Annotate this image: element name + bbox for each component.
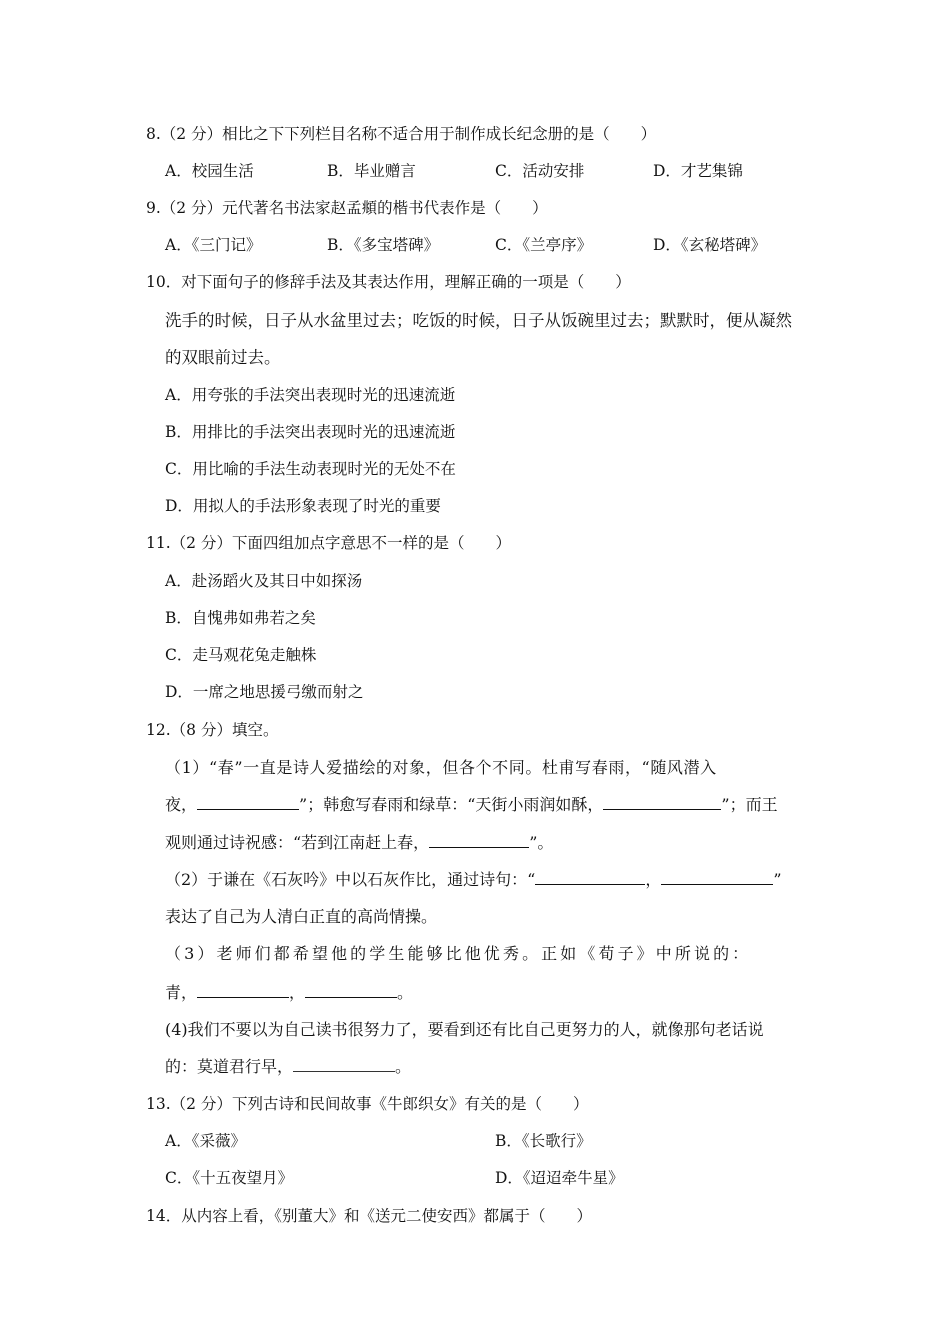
q13-option-a: A．《采薇》 bbox=[165, 1132, 246, 1150]
q12-part3-line1: （3）老师们都希望他的学生能够比他优秀。正如《荀子》中所说的： bbox=[165, 944, 752, 963]
q14-stem: 14．从内容上看，《别董大》和《送元二使安西》都属于（ ） bbox=[146, 1207, 592, 1225]
q12-blank-1[interactable] bbox=[197, 795, 299, 810]
q9-option-c: C．《兰亭序》 bbox=[495, 236, 593, 254]
q11-option-c: C．走马观花兔走触株 bbox=[165, 646, 317, 664]
q10-passage-line1: 洗手的时候，日子从水盆里过去；吃饭的时候，日子从饭碗里过去；默默时，便从凝然 bbox=[165, 311, 792, 330]
q8-option-a: A．校园生活 bbox=[165, 162, 254, 180]
q12-blank-5[interactable] bbox=[661, 870, 773, 885]
q13-option-d: D．《迢迢牵牛星》 bbox=[495, 1169, 624, 1187]
q12-stem: 12.（8 分）填空。 bbox=[146, 721, 279, 739]
q9-option-b: B．《多宝塔碑》 bbox=[327, 236, 440, 254]
q12-part1-text-a: 夜， bbox=[165, 795, 198, 814]
q12-part3-line2 bbox=[165, 983, 413, 1003]
q12-blank-8[interactable] bbox=[293, 1057, 395, 1072]
q8-option-b: B．毕业赠言 bbox=[327, 162, 416, 180]
q12-part3-text-b: ， bbox=[289, 983, 306, 1002]
q8-option-d: D．才艺集锦 bbox=[653, 162, 743, 180]
q12-part4-text-b: 。 bbox=[395, 1057, 412, 1076]
q12-part1-text-c: ”；而王 bbox=[721, 795, 778, 814]
q10-option-b: B．用排比的手法突出表现时光的迅速流逝 bbox=[165, 423, 456, 441]
q12-part1-text-d: 观则通过诗祝感：“若到江南赶上春， bbox=[165, 833, 430, 852]
q12-part2-text-c: ” bbox=[773, 870, 782, 889]
q12-blank-2[interactable] bbox=[603, 795, 721, 810]
q12-part4-line2 bbox=[165, 1057, 411, 1077]
q13-stem: 13.（2 分）下列古诗和民间故事《牛郎织女》有关的是（ ） bbox=[146, 1095, 589, 1113]
q11-option-b: B．自愧弗如弗若之矣 bbox=[165, 609, 316, 627]
q11-option-d: D．一席之地思援弓缴而射之 bbox=[165, 683, 364, 701]
q12-part2-text-a: （2）于谦在《石灰吟》中以石灰作比，通过诗句：“ bbox=[165, 870, 536, 889]
q9-option-a: A．《三门记》 bbox=[165, 236, 262, 254]
q12-part1-line2 bbox=[165, 795, 778, 815]
q12-part2-text-b: ， bbox=[645, 870, 662, 889]
q10-option-d: D．用拟人的手法形象表现了时光的重要 bbox=[165, 497, 441, 515]
q10-option-c: C．用比喻的手法生动表现时光的无处不在 bbox=[165, 460, 456, 478]
q10-passage-line2: 的双眼前过去。 bbox=[165, 348, 281, 367]
q13-option-c: C．《十五夜望月》 bbox=[165, 1169, 294, 1187]
q10-stem: 10．对下面句子的修辞手法及其表达作用，理解正确的一项是（ ） bbox=[146, 273, 631, 291]
q9-stem: 9.（2 分）元代著名书法家赵孟頫的楷书代表作是（ ） bbox=[146, 199, 548, 217]
q12-blank-4[interactable] bbox=[535, 870, 645, 885]
q9-option-d: D．《玄秘塔碑》 bbox=[653, 236, 767, 254]
q12-part2-line2: 表达了自己为人清白正直的高尚情操。 bbox=[165, 907, 438, 926]
q12-part1-text-e: ”。 bbox=[529, 833, 554, 852]
q11-stem: 11.（2 分）下面四组加点字意思不一样的是（ ） bbox=[146, 534, 511, 552]
q8-option-c: C．活动安排 bbox=[495, 162, 585, 180]
q12-part4-text-a: 的：莫道君行早， bbox=[165, 1057, 294, 1076]
q10-option-a: A．用夸张的手法突出表现时光的迅速流逝 bbox=[165, 386, 456, 404]
q12-part2-line1 bbox=[165, 870, 782, 890]
q12-blank-7[interactable] bbox=[305, 983, 397, 998]
q12-part1-text-b: ”；韩愈写春雨和绿草：“天街小雨润如酥， bbox=[299, 795, 604, 814]
q11-option-a: A．赴汤蹈火及其日中如探汤 bbox=[165, 572, 363, 590]
q12-part4-line1: (4)我们不要以为自己读书很努力了，要看到还有比自己更努力的人，就像那句老话说 bbox=[165, 1020, 764, 1039]
q12-blank-6[interactable] bbox=[197, 983, 289, 998]
q12-part1-line3 bbox=[165, 833, 553, 853]
q12-part3-text-c: 。 bbox=[397, 983, 414, 1002]
q12-part1-line1: （1）“春”一直是诗人爱描绘的对象，但各个不同。杜甫写春雨，“随风潜入 bbox=[165, 758, 717, 777]
q12-blank-3[interactable] bbox=[429, 833, 529, 848]
q12-part3-text-a: 青， bbox=[165, 983, 198, 1002]
q8-stem: 8.（2 分）相比之下下列栏目名称不适合用于制作成长纪念册的是（ ） bbox=[146, 125, 657, 143]
q13-option-b: B．《长歌行》 bbox=[495, 1132, 592, 1150]
